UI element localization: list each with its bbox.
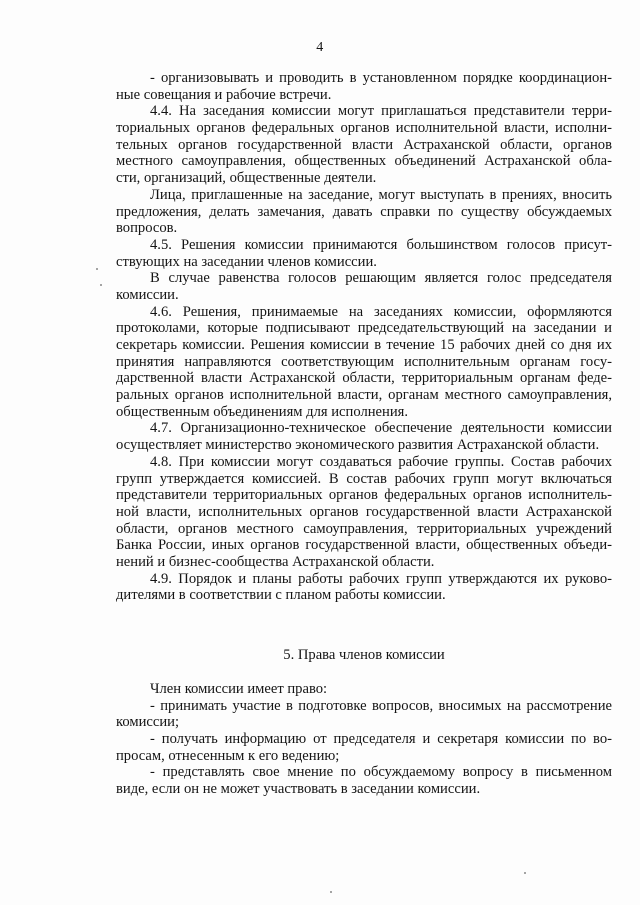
scan-speck [96,268,98,270]
text-line: нений и бизнес-сообщества Астраханской области. [116,553,435,570]
text-line: области, органов местного самоуправления, территориальных учреждений [116,520,612,537]
text-line: - организовывать и проводить в установленном порядке координацион- [150,70,612,86]
section-5-heading: 5. Права членов комиссии [283,647,445,663]
text-line: ной власти, исполнительных органов государственной власти Астраханской [116,503,612,520]
paragraph-tie-vote [116,270,612,303]
text-line: комиссии. [116,286,179,303]
section-5-text [116,681,612,798]
text-line: - представлять свое мнение по обсуждаемому вопросу в письменном [150,764,612,781]
text-line: сти, организаций, общественные деятели. [116,170,377,187]
paragraph-4-7 [116,420,612,453]
text-line: 4.8. При комиссии могут создаваться рабочие группы. Состав рабочих [150,453,612,470]
text-line: Лица, приглашенные на заседание, могут выступать в прениях, вносить [150,186,612,203]
text-line: виде, если он не может участвовать в заседании комиссии. [116,781,481,798]
paragraph-4-5 [116,237,612,270]
paragraph-invited-persons [116,187,612,237]
paragraph-organize-meetings [116,70,612,103]
paragraph-right-written-opinion [116,764,612,797]
text-line: комиссии; [116,714,180,731]
text-line: представители территориальных органов федеральных органов исполнитель- [116,487,612,504]
text-line: 4.7. Организационно-техническое обеспечение деятельности комиссии [150,420,612,437]
text-line: тельных органов государственной власти Астраханской области, органов [116,136,612,153]
paragraph-right-information [116,731,612,764]
text-line: предложения, делать замечания, давать справки по существу обсуждаемых [116,203,612,220]
text-line: 4.9. Порядок и планы работы рабочих групп утверждаются их руково- [150,570,612,587]
scan-speck [330,891,332,893]
text-line: дарственной власти Астраханской области, территориальным органам феде- [116,370,612,387]
text-line: просам, отнесенным к его ведению; [116,747,340,764]
text-line: групп утверждается комиссией. В состав рабочих групп могут включаться [116,470,612,487]
text-line: дителями в соответствии с планом работы комиссии. [116,587,446,604]
paragraph-member-rights-intro [116,681,612,698]
section-4-text [116,70,612,604]
text-line: местного самоуправления, общественных объединений Астраханской обла- [116,153,612,170]
paragraph-4-9 [116,571,612,604]
text-line: - получать информацию от председателя и секретаря комиссии по во- [150,731,612,748]
text-line: ствующих на заседании членов комиссии. [116,253,377,270]
paragraph-right-participate [116,698,612,731]
scan-speck [524,872,526,874]
text-line: ральных органов исполнительной власти, органам местного самоуправления, [116,387,612,404]
paragraph-4-4 [116,103,612,186]
text-line: секретарь комиссии. Решения комиссии в течение 15 рабочих дней со дня их [116,337,612,353]
paragraph-4-8 [116,454,612,571]
text-line: общественным объединениям для исполнения. [116,403,408,420]
text-line: 4.4. На заседания комиссии могут приглашаться представители терри- [150,103,612,120]
text-line: осуществляет министерство экономического развития Астраханской области. [116,437,600,454]
text-line: протоколами, которые подписывают председательствующий на заседании и [116,320,612,337]
text-line: Банка России, иных органов государственной власти, общественных объеди- [116,537,612,554]
text-line: ные совещания и рабочие встречи. [116,86,332,103]
text-line: Член комиссии имеет право: [150,681,328,697]
text-line: принятия направляются соответствующим исполнительным органам госу- [116,353,612,370]
text-line: 4.5. Решения комиссии принимаются большинством голосов присут- [150,236,612,253]
text-line: вопросов. [116,220,178,237]
paragraph-4-6 [116,304,612,421]
text-line: 4.6. Решения, принимаемые на заседаниях комиссии, оформляются [150,303,612,320]
scan-speck [100,284,102,286]
text-line: ториальных органов федеральных органов исполнительной власти, исполни- [116,120,612,137]
text-line: В случае равенства голосов решающим является голос председателя [150,270,612,287]
text-line: - принимать участие в подготовке вопросов, вносимых на рассмотрение [150,697,612,714]
page-number: 4 [316,40,324,55]
